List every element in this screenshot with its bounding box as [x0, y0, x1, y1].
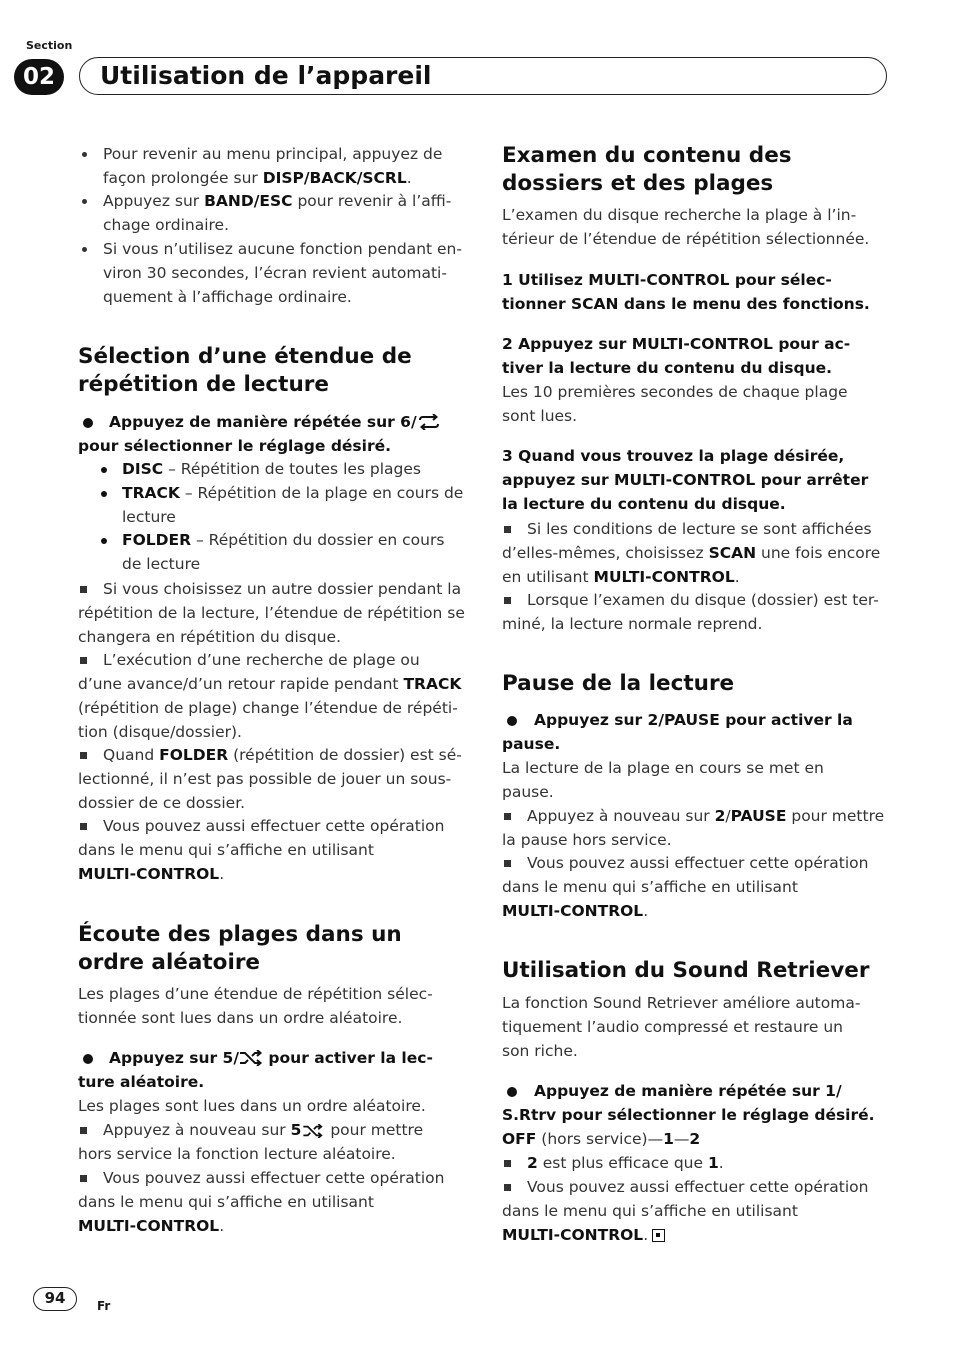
repeat-note-3: Quand FOLDER (répétition de dossier) est sé- lectionné, il n’est pas possible de jouer un sous- dossier de ce dossier.: [78, 746, 462, 812]
pause-heading: Pause de la lecture: [502, 671, 735, 696]
intro-bullet-1: Pour revenir au menu principal, appuyez de façon prolongée sur DISP/BACK/SCRL.: [103, 145, 443, 187]
repeat-note-1: Si vous choisissez un autre dossier pendant la répétition de la lecture, l’étendue de répétition se changera en répétition du disque.: [78, 580, 465, 646]
random-result: Les plages sont lues dans un ordre aléatoire.: [78, 1097, 426, 1115]
repeat-instruction: Appuyez de manière répétée sur 6/ pour sélectionner le réglage désiré.: [78, 410, 468, 458]
section-number-badge: 02: [14, 59, 64, 95]
chapter-title: Utilisation de l’appareil: [100, 61, 432, 90]
retriever-options: OFF (hors service)—1—2: [502, 1130, 701, 1148]
repeat-option-track: TRACK – Répétition de la plage en cours de lecture: [122, 484, 464, 526]
pause-note-1: Appuyez à nouveau sur 2/PAUSE pour mettre la pause hors service.: [502, 807, 885, 849]
repeat-note-4: Vous pouvez aussi effectuer cette opération dans le menu qui s’affiche en utilisant MULTI-CONTROL.: [78, 817, 445, 883]
page-number: 94: [33, 1287, 77, 1311]
retriever-intro: La fonction Sound Retriever améliore automa- tiquement l’audio compressé et restaure un son riche.: [502, 994, 861, 1060]
shuffle-icon: [239, 1050, 263, 1066]
pause-result: La lecture de la plage en cours se met en pause.: [502, 759, 824, 801]
random-heading: Écoute des plages dans un ordre aléatoire: [78, 922, 402, 975]
repeat-note-2: L’exécution d’une recherche de plage ou d’une avance/d’un retour rapide pendant TRACK (répétition de plage) change l’étendue de répéti- tion (disque/dossier).: [78, 651, 462, 741]
repeat-option-folder: FOLDER – Répétition du dossier en cours de lecture: [122, 531, 445, 573]
bullet-icon: [101, 467, 107, 473]
section-label: Section: [26, 39, 73, 52]
pause-note-2: Vous pouvez aussi effectuer cette opération dans le menu qui s’affiche en utilisant MULTI-CONTROL.: [502, 854, 869, 920]
pause-instruction: Appuyez sur 2/PAUSE pour activer la pause.: [502, 711, 853, 753]
scan-step-3: 3 Quand vous trouvez la plage désirée, appuyez sur MULTI-CONTROL pour arrêter la lecture du contenu du disque.: [502, 447, 869, 513]
scan-step-1: 1 Utilisez MULTI-CONTROL pour sélec- tionner SCAN dans le menu des fonctions.: [502, 271, 870, 313]
retriever-instruction: Appuyez de manière répétée sur 1/ S.Rtrv pour sélectionner le réglage désiré.: [502, 1082, 875, 1124]
retriever-note-1: 2 est plus efficace que 1.: [527, 1154, 724, 1172]
scan-note-1: Si les conditions de lecture se sont affichées d’elles-mêmes, choisissez SCAN une fois encore en utilisant MULTI-CONTROL.: [502, 520, 881, 586]
language-label: Fr: [97, 1299, 111, 1313]
retriever-note-2: Vous pouvez aussi effectuer cette opération dans le menu qui s’affiche en utilisant MULTI-CONTROL.: [502, 1178, 869, 1244]
random-instruction: Appuyez sur 5/ pour activer la lec- ture aléatoire.: [78, 1049, 433, 1091]
intro-bullet-3: Si vous n’utilisez aucune fonction pendant en- viron 30 secondes, l’écran revient automati- quement à l’affichage ordinaire.: [103, 240, 462, 306]
scan-note-2: Lorsque l’examen du disque (dossier) est ter- miné, la lecture normale reprend.: [502, 591, 879, 633]
retriever-heading: Utilisation du Sound Retriever: [502, 958, 870, 983]
scan-step-2-result: Les 10 premières secondes de chaque plage sont lues.: [502, 383, 848, 425]
repeat-heading: Sélection d’une étendue de répétition de lecture: [78, 344, 412, 397]
repeat-icon: [417, 414, 441, 430]
end-of-section-icon: [652, 1229, 665, 1242]
bullet-icon: [101, 538, 107, 544]
shuffle-icon: [301, 1124, 325, 1138]
scan-heading: Examen du contenu des dossiers et des plages: [502, 143, 792, 196]
intro-bullet-2: Appuyez sur BAND/ESC pour revenir à l’affi- chage ordinaire.: [103, 192, 452, 234]
repeat-option-disc: DISC – Répétition de toutes les plages: [122, 460, 422, 478]
chapter-title-box: [79, 57, 887, 95]
bullet-icon: [82, 247, 87, 252]
random-note-1: Appuyez à nouveau sur 5 pour mettre hors service la fonction lecture aléatoire.: [78, 1121, 424, 1163]
random-note-2: Vous pouvez aussi effectuer cette opération dans le menu qui s’affiche en utilisant MULTI-CONTROL.: [78, 1169, 445, 1235]
bullet-icon: [82, 152, 87, 157]
scan-intro: L’examen du disque recherche la plage à l’in- térieur de l’étendue de répétition sélectionnée.: [502, 206, 870, 248]
scan-step-2: 2 Appuyez sur MULTI-CONTROL pour ac- tiver la lecture du contenu du disque.: [502, 335, 851, 377]
bullet-icon: [82, 199, 87, 204]
bullet-icon: [101, 491, 107, 497]
random-intro: Les plages d’une étendue de répétition sélec- tionnée sont lues dans un ordre aléatoire.: [78, 985, 433, 1027]
